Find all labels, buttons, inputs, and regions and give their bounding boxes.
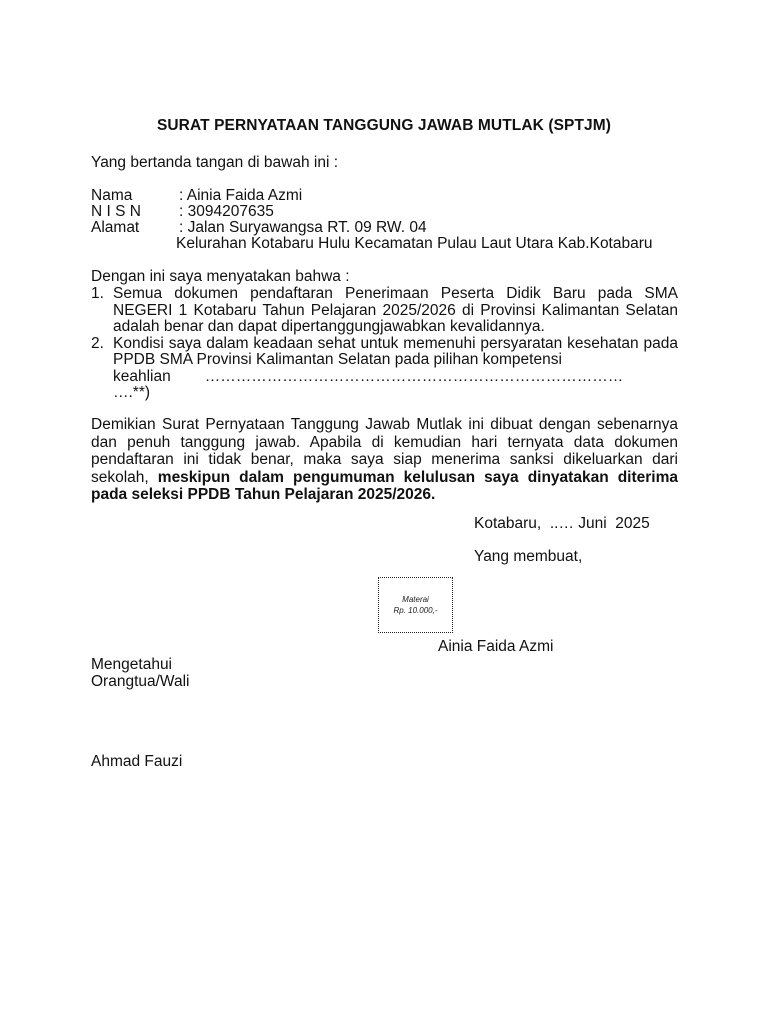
competency-blank: ……………………………………………………………………… — [204, 367, 624, 385]
competency-label: keahlian — [113, 367, 171, 385]
intro-text: Yang bertanda tangan di bawah ini : — [91, 154, 339, 171]
competency-leader-line — [113, 369, 678, 386]
stamp-amount: Rp. 10.000,- — [393, 606, 438, 615]
place-date: Kotabaru, ..… Juni 2025 — [474, 515, 650, 532]
nama-label: Nama — [91, 187, 133, 204]
nisn-value: : 3094207635 — [179, 203, 274, 220]
signer-label: Yang membuat, — [474, 548, 583, 565]
document-title: SURAT PERNYATAAN TANGGUNG JAWAB MUTLAK (SPTJM) — [156, 117, 612, 134]
list-item-text: Kondisi saya dalam keadaan sehat untuk memenuhi persyaratan kesehatan pada PPDB SMA Provinsi Kalimantan Selatan pada pilihan kompetensi — [113, 334, 678, 368]
competency-tail: ….**) — [113, 384, 151, 401]
list-item-number: 1. — [91, 285, 104, 302]
nisn-label: N I S N — [91, 203, 141, 220]
list-item-number: 2. — [91, 334, 104, 352]
alamat-label: Alamat — [91, 219, 140, 236]
statement-list — [91, 286, 678, 402]
materai-stamp — [378, 577, 453, 633]
list-item — [91, 336, 678, 402]
alamat-value-line2: Kelurahan Kotabaru Hulu Kecamatan Pulau Laut Utara Kab.Kotabaru — [176, 235, 653, 252]
signer-name: Ainia Faida Azmi — [438, 638, 554, 655]
nama-value: : Ainia Faida Azmi — [179, 187, 303, 204]
guardian-label: Orangtua/Wali — [91, 673, 190, 690]
list-item-body — [113, 336, 678, 402]
list-item — [91, 286, 678, 336]
alamat-value: : Jalan Suryawangsa RT. 09 RW. 04 — [179, 219, 427, 236]
closing-paragraph — [91, 416, 678, 504]
closing-bold-text: meskipun dalam pengumuman kelulusan saya dinyatakan diterima pada seleksi PPDB Tahun Pelajaran 2025/2026. — [91, 468, 678, 503]
acknowledge-label: Mengetahui — [91, 656, 173, 673]
closing-text: Demikian Surat Pernyataan Tanggung Jawab Mutlak ini dibuat dengan sebenarnya dan penuh tanggung jawab. Apabila di kemudian hari ternyata data dokumen pendaftaran ini tidak benar, maka saya siap menerima sanksi dikeluarkan dari sekolah, — [91, 416, 678, 486]
guardian-name: Ahmad Fauzi — [91, 753, 183, 770]
statement-intro: Dengan ini saya menyatakan bahwa : — [91, 268, 350, 285]
stamp-label: Materai — [402, 595, 429, 604]
list-item-text: Semua dokumen pendaftaran Penerimaan Peserta Didik Baru pada SMA NEGERI 1 Kotabaru Tahun Pelajaran 2025/2026 di Provinsi Kalimantan Selatan adalah benar dan dapat dipertanggungjawabkan kevalidannya. — [113, 285, 678, 335]
